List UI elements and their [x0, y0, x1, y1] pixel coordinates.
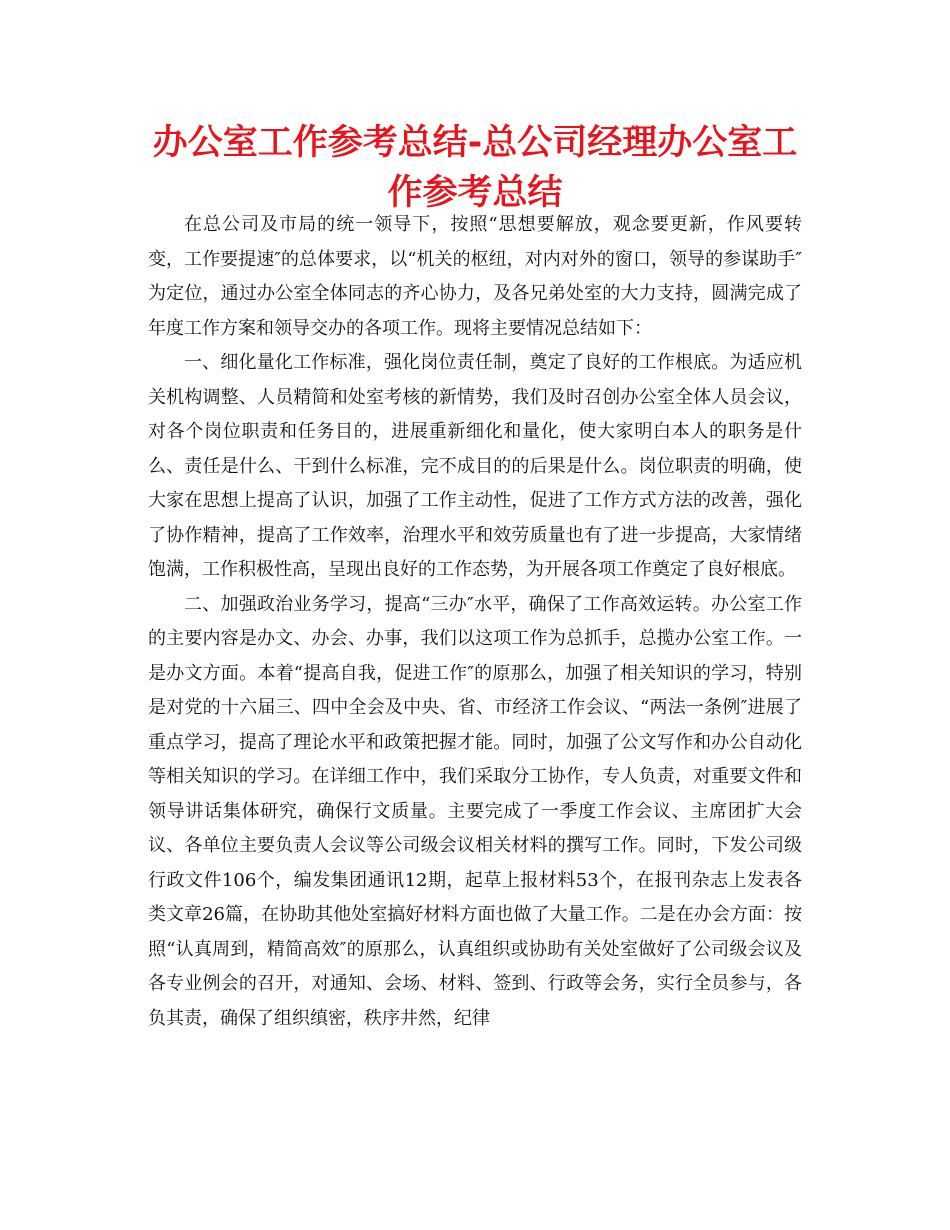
- paragraph-section-2: 二、加强政治业务学习，提高“三办″水平，确保了工作高效运转。办公室工作的主要内容是办文、办会、办事，我们以这项工作为总抓手，总揽办公室工作。一是办文方面。本着“提高自我，促进工作″的原那么，加强了相关知识的学习，特别是对党的十六届三、四中全会及中央、省、市经济工作会议、“两法一条例″进展了重点学习，提高了理论水平和政策把握才能。同时，加强了公文写作和办公自动化等相关知识的学习。在详细工作中，我们采取分工协作，专人负责，对重要文件和领导讲话集体研究，确保行文质量。主要完成了一季度工作会议、主席团扩大会议、各单位主要负责人会议等公司级会议相关材料的撰写工作。同时，下发公司级行政文件106个，编发集团通讯12期，起草上报材料53个，在报刊杂志上发表各类文章26篇，在协助其他处室搞好材料方面也做了大量工作。二是在办会方面：按照“认真周到，精简高效″的原那么，认真组织或协助有关处室做好了公司级会议及各专业例会的召开，对通知、会场、材料、签到、行政等会务，实行全员参与，各负其责，确保了组织缜密，秩序井然，纪律: [148, 593, 802, 1029]
- paragraph-section-1: 一、细化量化工作标准，强化岗位责任制，奠定了良好的工作根底。为适应机关机构调整、人员精简和处室考核的新情势，我们及时召创办公室全体人员会议，对各个岗位职责和任务目的，进展重新细化和量化，使大家明白本人的职务是什么、责任是什么、干到什么标准，完不成目的的后果是什么。岗位职责的明确，使大家在思想上提高了认识，加强了工作主动性，促进了工作方式方法的改善，强化了协作精神，提高了工作效率，治理水平和效劳质量也有了进一步提高，大家情绪饱满，工作积极性高，呈现出良好的工作态势，为开展各项工作奠定了良好根底。: [148, 352, 802, 580]
- paragraph-intro: 在总公司及市局的统一领导下，按照“思想要解放，观念要更新，作风要转变，工作要提速″的总体要求，以“机关的枢纽，对内对外的窗口，领导的参谋助手″为定位，通过办公室全体同志的齐心协力，及各兄弟处室的大力支持，圆满完成了年度工作方案和领导交办的各项工作。现将主要情况总结如下：: [148, 214, 802, 339]
- document-body: [148, 208, 802, 1036]
- document-title: 办公室工作参考总结-总公司经理办公室工作参考总结: [152, 123, 798, 213]
